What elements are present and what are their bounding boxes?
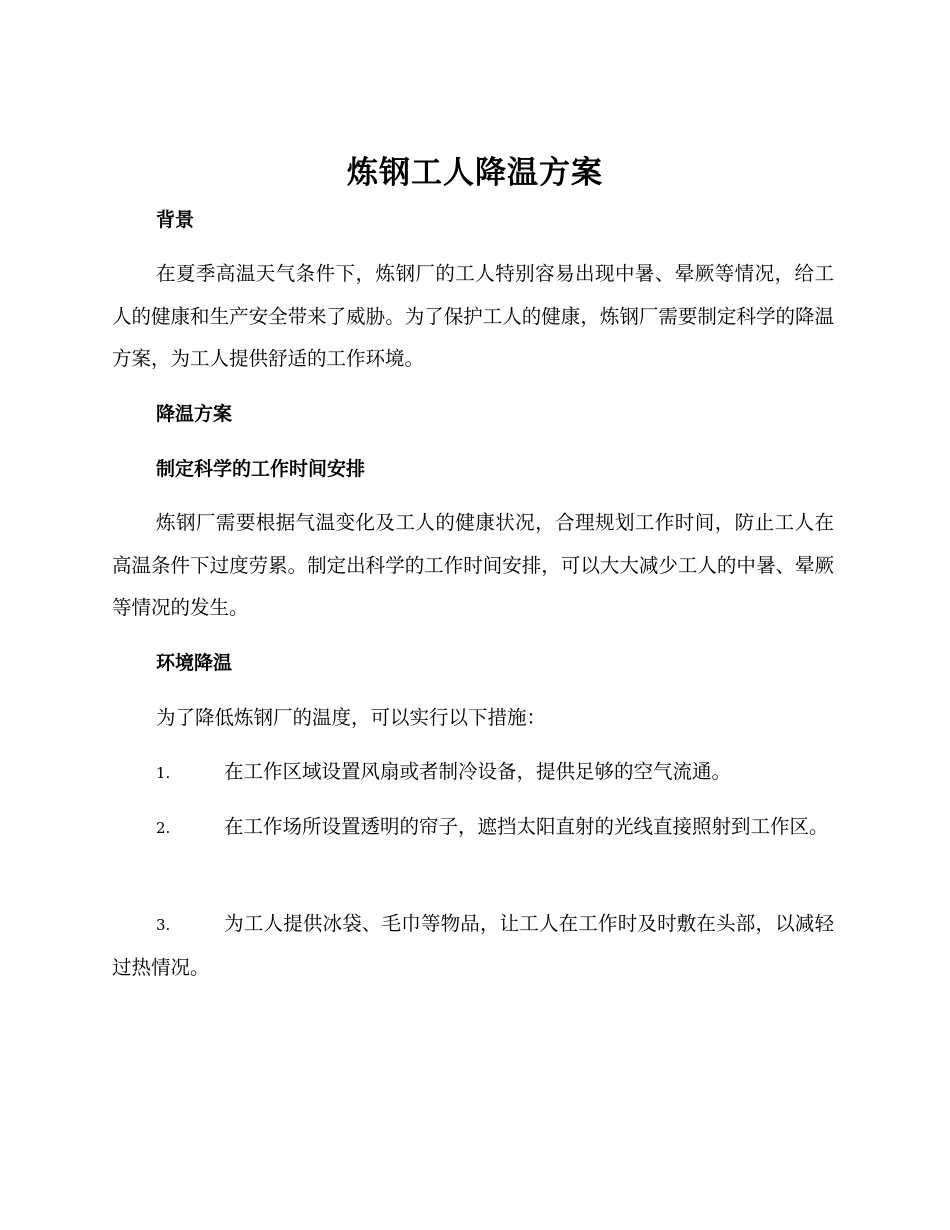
subheading-environment-cooling: 环境降温 (156, 652, 233, 674)
list-item-number: 3. (156, 916, 171, 934)
environment-intro-paragraph: 为了降低炼钢厂的温度，可以实行以下措施： (156, 706, 547, 729)
list-item (112, 806, 834, 850)
list-item-number: 2. (156, 819, 171, 837)
document-title: 炼钢工人降温方案 (347, 155, 603, 191)
list-item-number: 1. (156, 764, 171, 782)
list-item-text: 在工作区域设置风扇或者制冷设备，提供足够的空气流通。 (224, 760, 732, 783)
section-heading-cooling-plan: 降温方案 (156, 403, 233, 425)
work-schedule-paragraph: 炼钢厂需要根据气温变化及工人的健康状况，合理规划工作时间，防止工人在高温条件下过度劳累。制定出科学的工作时间安排，可以大大减少工人的中暑、晕厥等情况的发生。 (112, 511, 834, 619)
section-heading-background: 背景 (156, 209, 195, 231)
list-item (112, 751, 834, 795)
list-item-text: 为工人提供冰袋、毛巾等物品，让工人在工作时及时敷在头部，以减轻过热情况。 (112, 912, 834, 979)
list-item (112, 903, 834, 989)
list-item-text: 在工作场所设置透明的帘子，遮挡太阳直射的光线直接照射到工作区。 (224, 815, 829, 838)
background-paragraph: 在夏季高温天气条件下，炼钢厂的工人特别容易出现中暑、晕厥等情况，给工人的健康和生产安全带来了威胁。为了保护工人的健康，炼钢厂需要制定科学的降温方案，为工人提供舒适的工作环境。 (112, 262, 834, 370)
subheading-work-schedule: 制定科学的工作时间安排 (156, 458, 366, 480)
